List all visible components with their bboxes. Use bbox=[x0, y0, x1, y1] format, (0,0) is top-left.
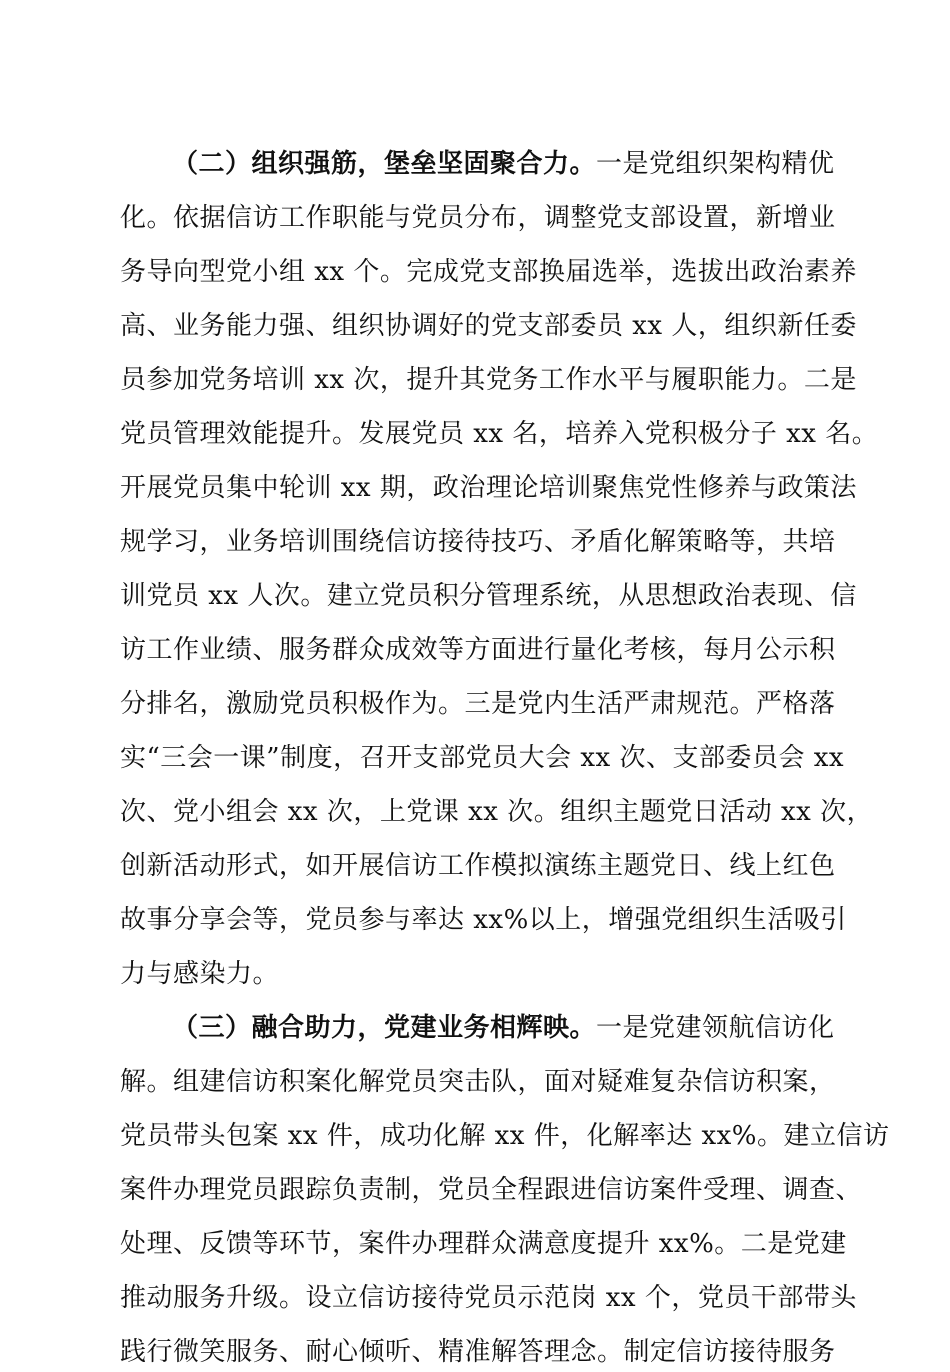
paragraph-1-line-10: 访工作业绩、服务群众成效等方面进行量化考核，每月公示积 bbox=[120, 635, 836, 665]
paragraph-1-line-9: 训党员 xx 人次。建立党员积分管理系统，从思想政治表现、信 bbox=[120, 581, 857, 611]
paragraph-2-line-3: 党员带头包案 xx 件，成功化解 xx 件，化解率达 xx%。建立信访 bbox=[120, 1121, 890, 1151]
paragraph-1-line-6: 党员管理效能提升。发展党员 xx 名，培养入党积极分子 xx 名。 bbox=[120, 419, 879, 449]
paragraph-2-line-4: 案件办理党员跟踪负责制，党员全程跟进信访案件受理、调查、 bbox=[120, 1175, 863, 1205]
paragraph-1-line-12: 实“三会一课”制度，召开支部党员大会 xx 次、支部委员会 xx bbox=[120, 743, 845, 773]
paragraph-2-heading: （三）融合助力，党建业务相辉映。 bbox=[172, 1013, 597, 1043]
paragraph-1-line-7: 开展党员集中轮训 xx 期，政治理论培训聚焦党性修养与政策法 bbox=[120, 473, 857, 503]
paragraph-2-line-2: 解。组建信访积案化解党员突击队，面对疑难复杂信访积案， bbox=[120, 1067, 836, 1097]
paragraph-1-line-5: 员参加党务培训 xx 次，提升其党务工作水平与履职能力。二是 bbox=[120, 365, 857, 395]
paragraph-1-line-8: 规学习，业务培训围绕信访接待技巧、矛盾化解策略等，共培 bbox=[120, 527, 836, 557]
paragraph-1-line-14: 创新活动形式，如开展信访工作模拟演练主题党日、线上红色 bbox=[120, 851, 836, 881]
paragraph-1-line-2: 化。依据信访工作职能与党员分布，调整党支部设置，新增业 bbox=[120, 203, 836, 233]
paragraph-2-line-6: 推动服务升级。设立信访接待党员示范岗 xx 个，党员干部带头 bbox=[120, 1283, 857, 1313]
paragraph-1-line-1 bbox=[172, 144, 835, 184]
paragraph-1-line-1-text: 一是党组织架构精优 bbox=[596, 149, 835, 179]
paragraph-2-line-1 bbox=[172, 1008, 835, 1048]
paragraph-1-heading: （二）组织强筋，堡垒坚固聚合力。 bbox=[172, 149, 597, 179]
paragraph-1-line-11: 分排名，激励党员积极作为。三是党内生活严肃规范。严格落 bbox=[120, 689, 836, 719]
paragraph-1-line-3: 务导向型党小组 xx 个。完成党支部换届选举，选拔出政治素养 bbox=[120, 257, 857, 287]
paragraph-1-line-13: 次、党小组会 xx 次，上党课 xx 次。组织主题党日活动 xx 次， bbox=[120, 797, 874, 827]
paragraph-2-line-1-text: 一是党建领航信访化 bbox=[596, 1013, 835, 1043]
paragraph-1-line-16: 力与感染力。 bbox=[120, 959, 280, 989]
paragraph-1-line-15: 故事分享会等，党员参与率达 xx%以上，增强党组织生活吸引 bbox=[120, 905, 847, 935]
paragraph-2-line-7: 践行微笑服务、耐心倾听、精准解答理念。制定信访接待服务 bbox=[120, 1337, 836, 1367]
paragraph-1-line-4: 高、业务能力强、组织协调好的党支部委员 xx 人，组织新任委 bbox=[120, 311, 857, 341]
paragraph-2-line-5: 处理、反馈等环节，案件办理群众满意度提升 xx%。二是党建 bbox=[120, 1229, 847, 1259]
